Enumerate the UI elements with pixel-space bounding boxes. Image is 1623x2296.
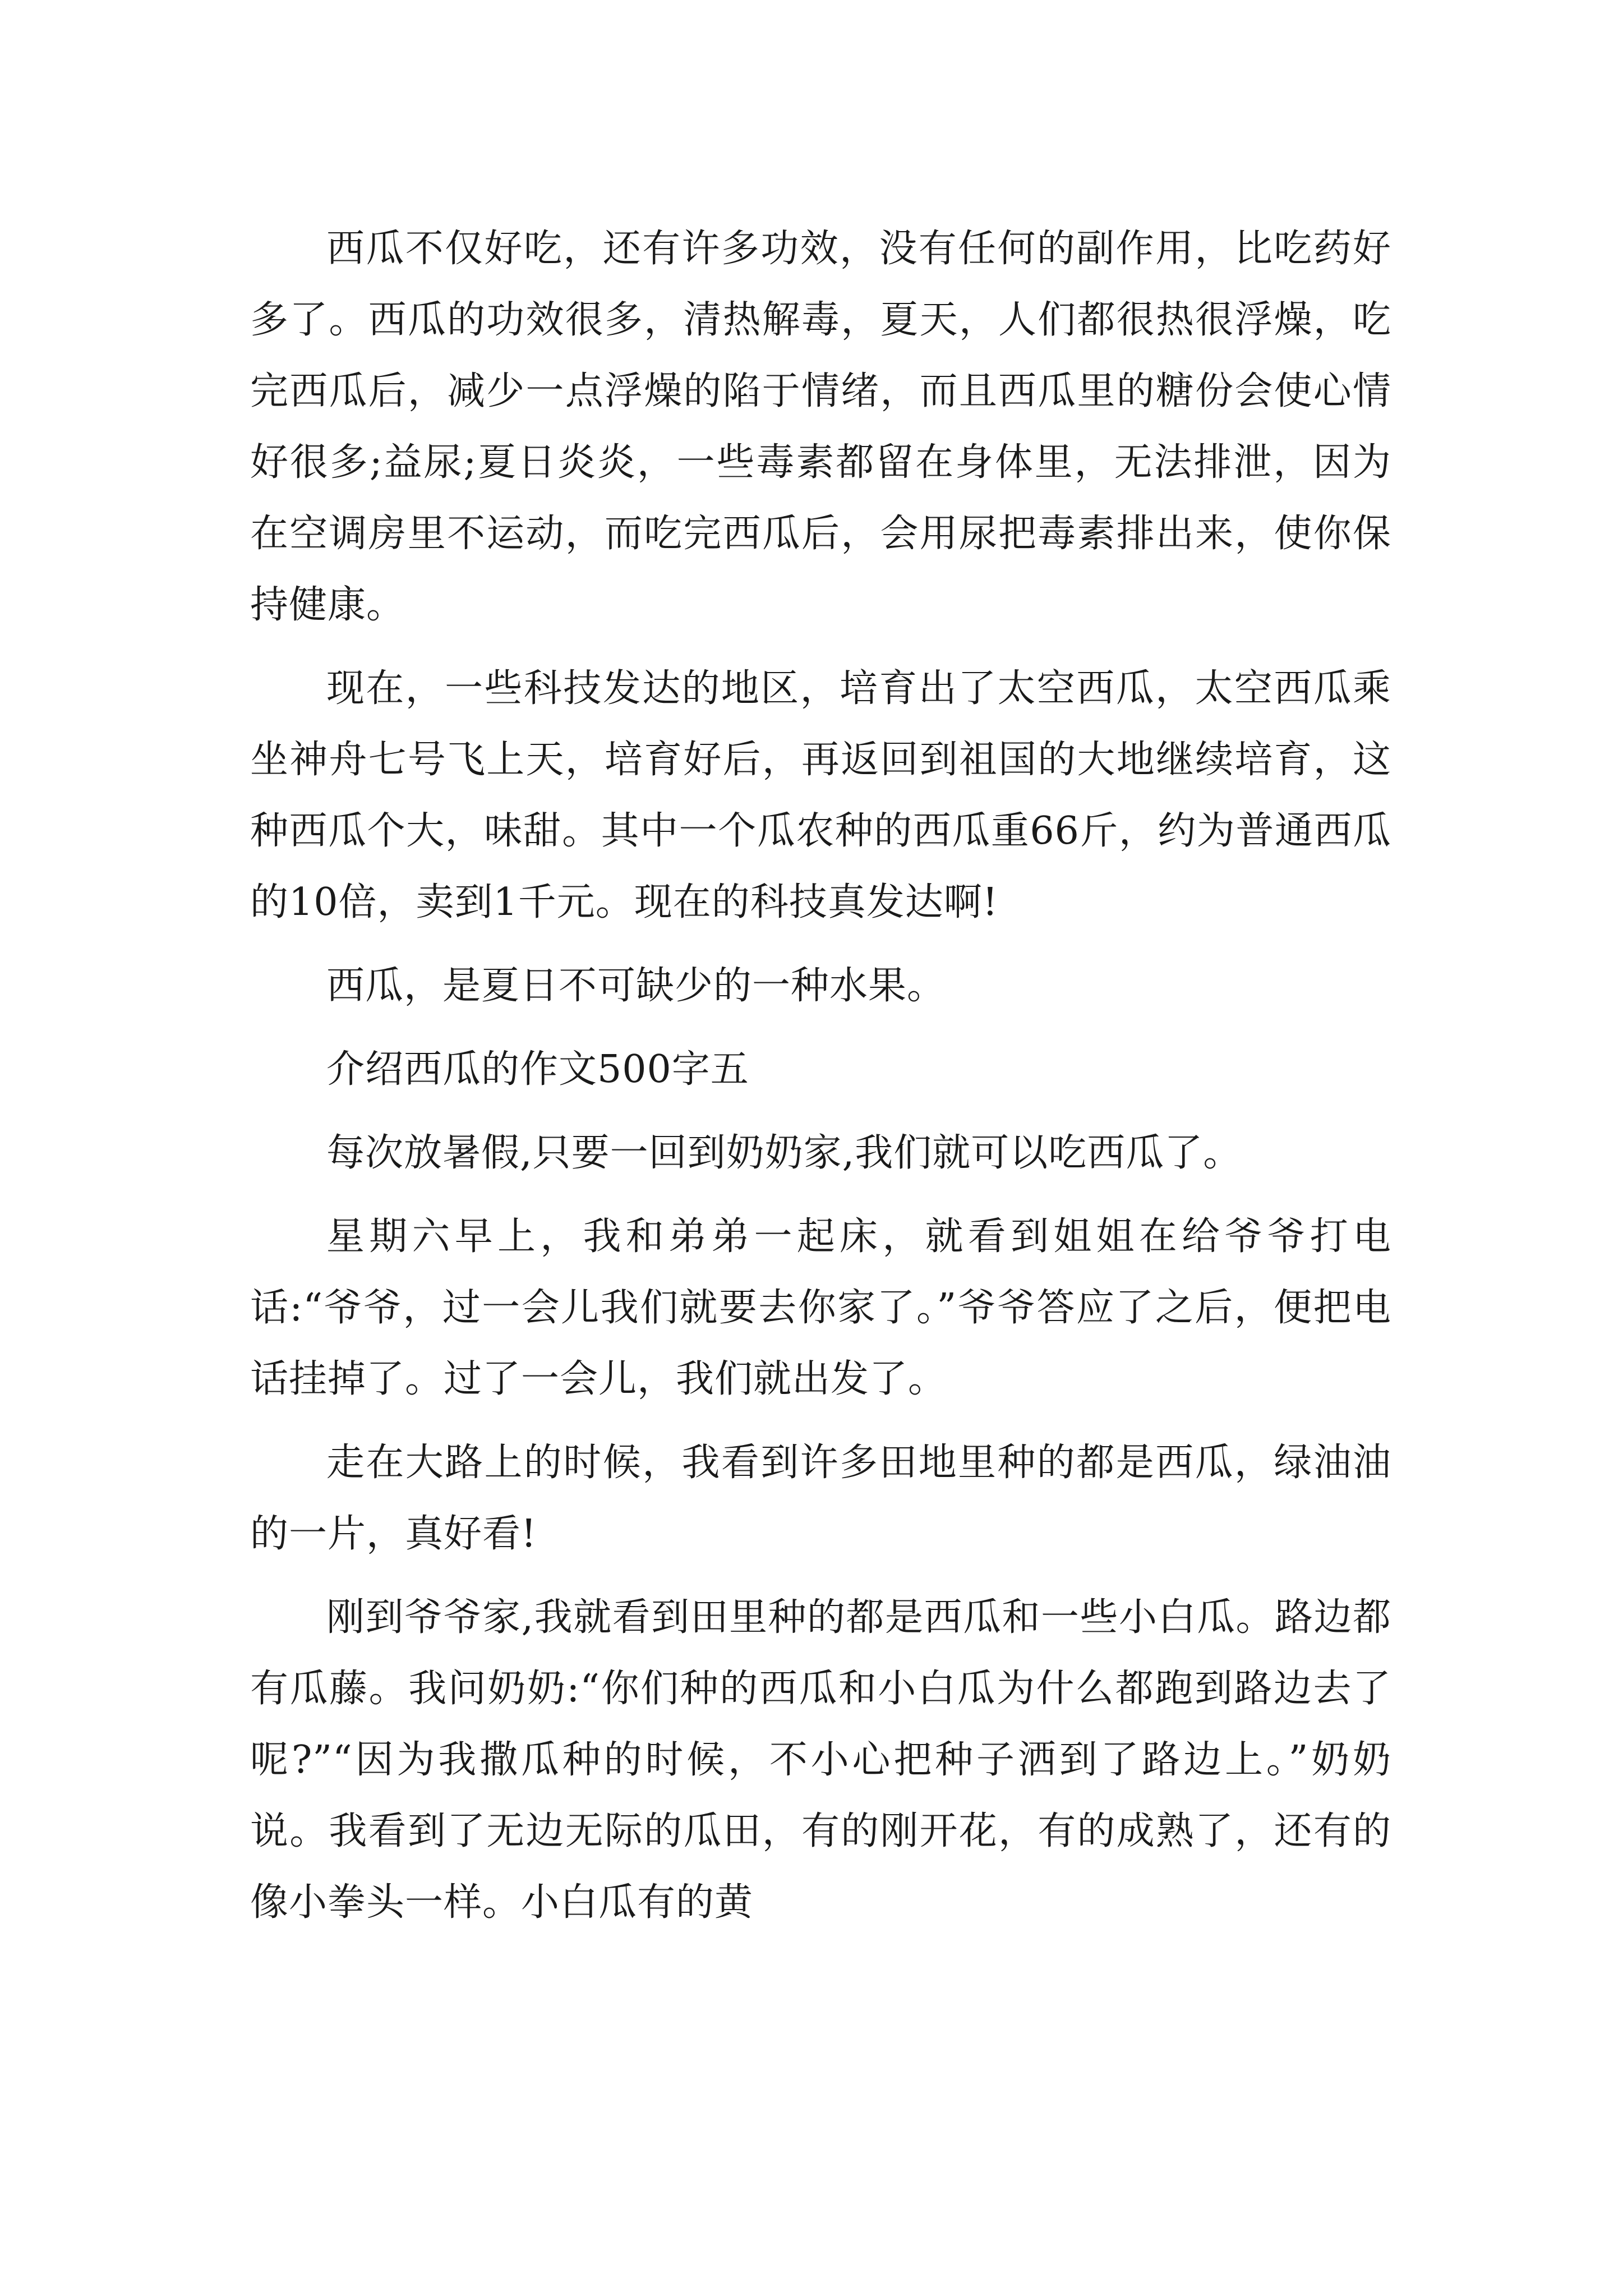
section-heading: 介绍西瓜的作文500字五: [326, 1047, 749, 1092]
paragraph-5: 星期六早上，我和弟弟一起床，就看到姐姐在给爷爷打电话:“爷爷，过一会儿我们就要去你家了。”爷爷答应了之后，便把电话挂掉了。过了一会儿，我们就出发了。: [250, 1214, 1391, 1401]
paragraph-7: 刚到爷爷家,我就看到田里种的都是西瓜和一些小白瓜。路边都有瓜藤。我问奶奶:“你们种的西瓜和小白瓜为什么都跑到路边去了呢?”“因为我撒瓜种的时候，不小心把种子洒到了路边上。”奶奶说。我看到了无边无际的瓜田，有的刚开花，有的成熟了，还有的像小拳头一样。小白瓜有的黄: [250, 1595, 1391, 1925]
document-body: [250, 213, 1391, 1938]
paragraph-4: 每次放暑假,只要一回到奶奶家,我们就可以吃西瓜了。: [326, 1131, 1242, 1175]
paragraph-1: 西瓜不仅好吃，还有许多功效，没有任何的副作用，比吃药好多了。西瓜的功效很多，清热解毒，夏天，人们都很热很浮燥，吃完西瓜后，减少一点浮燥的陷于情绪，而且西瓜里的糖份会使心情好很多;益尿;夏日炎炎，一些毒素都留在身体里，无法排泄，因为在空调房里不运动，而吃完西瓜后，会用尿把毒素排出来，使你保持健康。: [250, 227, 1391, 627]
paragraph-6: 走在大路上的时候，我看到许多田地里种的都是西瓜，绿油油的一片，真好看!: [250, 1441, 1391, 1556]
paragraph-2: 现在，一些科技发达的地区，培育出了太空西瓜，太空西瓜乘坐神舟七号飞上天，培育好后，再返回到祖国的大地继续培育，这种西瓜个大，味甜。其中一个瓜农种的西瓜重66斤，约为普通西瓜的10倍，卖到1千元。现在的科技真发达啊!: [250, 666, 1391, 924]
paragraph-3: 西瓜，是夏日不可缺少的一种水果。: [326, 964, 946, 1008]
